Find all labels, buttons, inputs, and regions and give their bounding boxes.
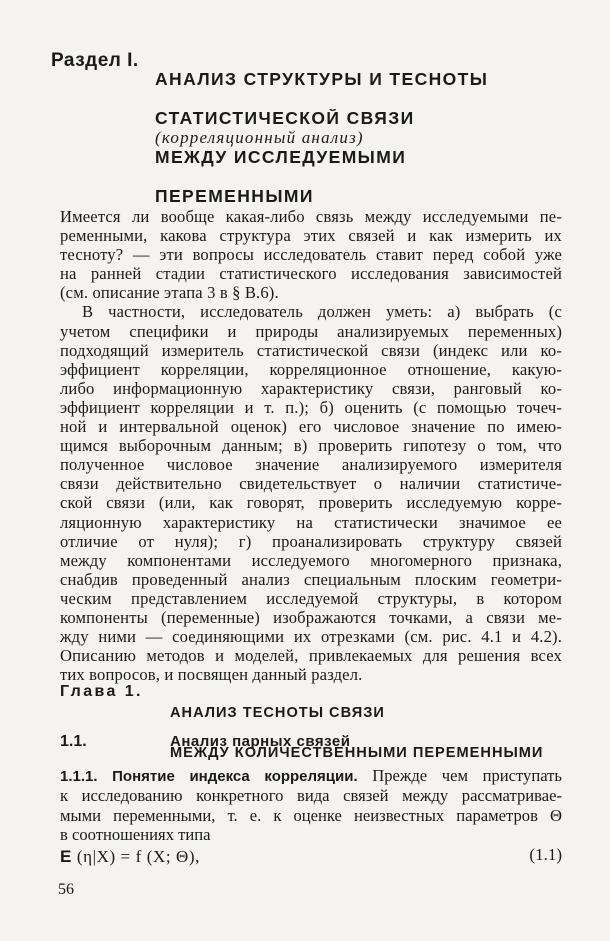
text-line: ляционную характеристику на статистически значимое ее	[60, 512, 562, 532]
text-line: щимся выборочным данным; в) проверить гипотезу о том, что	[60, 436, 562, 456]
formula	[60, 847, 200, 867]
subsection-number: 1.1.	[60, 733, 87, 750]
text-line: подходящий измеритель статистической связи (индекс или ко-	[60, 340, 562, 360]
chapter-title-line: МЕЖДУ КОЛИЧЕСТВЕННЫМИ ПЕРЕМЕННЫМИ	[170, 745, 544, 761]
section-subtitle: (корреляционный анализ)	[155, 128, 364, 147]
text-line: учетом специфики и природы анализируемых переменных)	[60, 321, 562, 341]
text-line: В частности, исследователь должен уметь: а) выбрать (с	[82, 302, 562, 322]
text-line: отличие от нуля); г) проанализировать структуру связей	[60, 531, 562, 551]
text-line: компоненты (переменные) изображаются точками, а связи ме-	[60, 607, 562, 627]
text-line: (см. описание этапа 3 в § В.6).	[60, 283, 279, 303]
text-line: ременными, какова структура этих связей и как измерить их	[60, 226, 562, 246]
text-fragment: Прежде чем приступать	[372, 766, 562, 785]
text-line: ной и интервальной оценок) его числовое значение по имею-	[60, 417, 562, 437]
text-line: тих вопросов, и посвящен данный раздел.	[60, 665, 363, 685]
expectation-symbol: E	[60, 847, 72, 866]
page-number: 56	[58, 881, 74, 898]
formula-body: (η|X) = f (X; Θ),	[76, 847, 201, 866]
text-line: полученное числовое значение анализируемого измерителя	[60, 455, 562, 475]
text-line: Описанию методов и моделей, привлекаемых для решения всех	[60, 646, 562, 666]
subsubsection-runin-heading: 1.1.1. Понятие индекса корреляции.	[60, 768, 358, 785]
text-line: ческим представлением исследуемой структуры, в котором	[60, 588, 562, 608]
text-line: связи действительно свидетельствует о наличии статистиче-	[60, 474, 562, 494]
text-line: между компонентами исследуемого многомерного признака,	[60, 550, 562, 570]
text-line: в соотношениях типа	[60, 824, 211, 844]
section-title-line: СТАТИСТИЧЕСКОЙ СВЯЗИ	[155, 108, 415, 128]
text-line: к исследованию конкретного вида связей между рассматривае-	[60, 786, 562, 806]
text-line: на ранней стадии статистического исследования зависимостей	[60, 264, 562, 284]
section-title-line: ПЕРЕМЕННЫМИ	[155, 186, 314, 206]
chapter-title-line: АНАЛИЗ ТЕСНОТЫ СВЯЗИ	[170, 705, 385, 721]
equation-number: (1.1)	[529, 845, 562, 864]
text-line: эффициент корреляции и т. п.); б) оценить (с помощью точеч-	[60, 397, 562, 417]
text-line: снабдив проведенный анализ специальным плоским геометри-	[60, 569, 562, 589]
text-line: жду ними — соединяющими их отрезками (см. рис. 4.1 и 4.2).	[60, 627, 562, 647]
text-line: тесноту? — эти вопросы исследователь ставит перед собой уже	[60, 245, 562, 265]
text-line: ской связи (или, как говорят, проверить исследуемую корре-	[60, 493, 562, 513]
subsubsection-text	[60, 766, 562, 844]
intro-text	[60, 207, 562, 684]
subsection-title: Анализ парных связей	[170, 733, 351, 750]
text-line: либо информационную характеристику связи, ранговый ко-	[60, 378, 562, 398]
text-line: мыми переменными, т. е. к оценке неизвестных параметров Θ	[60, 805, 562, 825]
text-line: эффициент корреляции, корреляционное отношение, какую-	[60, 359, 562, 379]
section-title-line: АНАЛИЗ СТРУКТУРЫ И ТЕСНОТЫ	[155, 69, 489, 89]
text-line	[60, 766, 562, 786]
section-label: Раздел I.	[51, 50, 139, 71]
chapter-label: Глава 1.	[60, 683, 143, 700]
section-title-line: МЕЖДУ ИССЛЕДУЕМЫМИ	[155, 147, 407, 167]
text-line: Имеется ли вообще какая-либо связь между исследуемыми пе-	[60, 207, 562, 226]
